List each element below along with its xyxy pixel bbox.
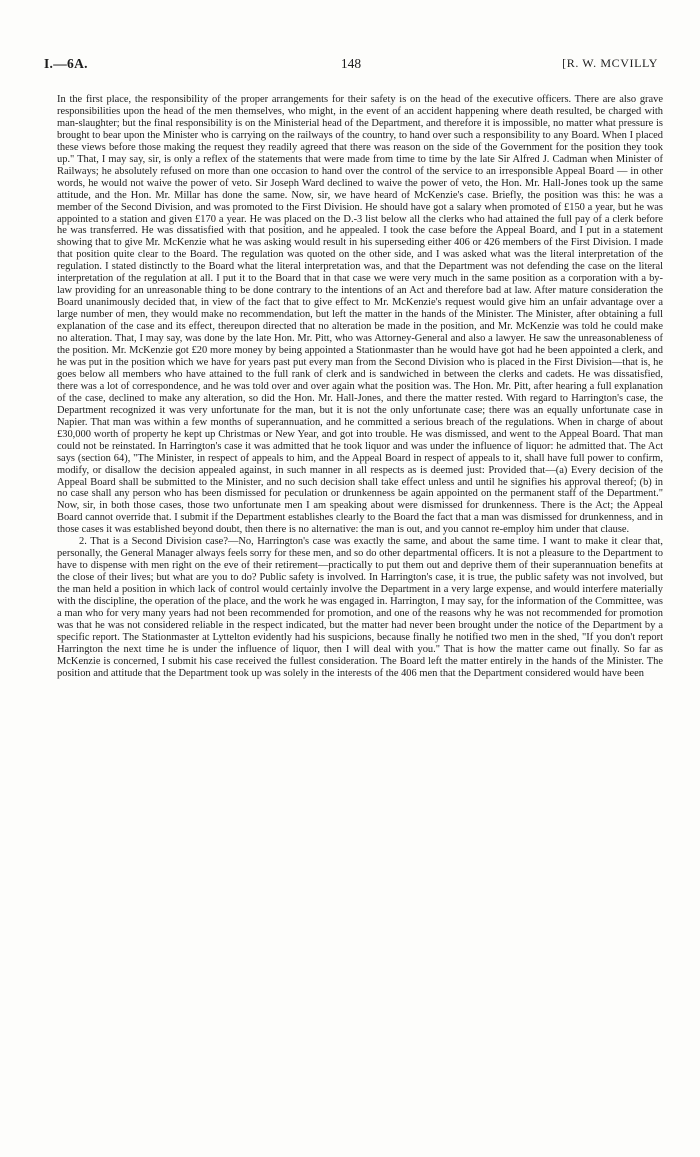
body-text — [57, 94, 663, 1144]
speaker-name: [R. W. MCVILLY — [562, 56, 658, 70]
document-reference: I.—6A. — [44, 56, 88, 71]
page-header — [44, 56, 658, 78]
paragraph-2: 2. That is a Second Division case?—No, Harrington's case was exactly the same, and about the same time. I want to make it clear that, personally, the General Manager always feels sorry for these men, and so do other departmental officers. It is not a pleasure to the Department to have to dispense with men right on the eve of their retirement—practically to put them out and deprive them of their superannuation benefits at the close of their lives; but what are you to do? Public safety is involved. In Harrington's case, it is true, the public safety was not involved, but the man held a position in which lack of control would certainly involve the Department in a very large expense, and would interfere materially with the discipline, the operation of the place, and the work he was engaged in. Harrington, I may say, for the information of the Committee, was a man who for very many years had not been recommended for promotion, and one of the reasons why he was not recommended for promotion was that he was not considered reliable in the respect indicated, but the matter had never been brought under the notice of the Department by a specific report. The Stationmaster at Lyttelton evidently had his suspicions, because finally he notified two men in the shed, "If you don't report Harrington the next time he is under the influence of liquor, then I will deal with you." That is how the matter came out finally. So far as McKenzie is concerned, I submit his case received the fullest consideration. The Board left the matter entirely in the hands of the Minister. The position and attitude that the Department took up was solely in the interests of the 406 men that the Department considered would have been — [57, 536, 663, 679]
page-number: 148 — [340, 56, 362, 71]
paragraph-1: In the first place, the responsibility of the proper arrangements for their safety is on the head of the executive officers. There are also grave responsibilities upon the head of the men themselves, who might, in the event of an accident happening where death resulted, be charged with man-slaughter; but the final responsibility is on the Ministerial head of the Department, and therefore it is impossible, no matter what pressure is brought to bear upon the Minister who is carrying on the railways of the country, to hand over such a responsibility to any Board. When I placed these views before those making the request they readily agreed that there was reason on the side of the Government for the position they took up." That, I may say, sir, is only a reflex of the statements that were made from time to time by the late Sir Alfred J. Cadman when Minister of Railways; he absolutely refused on more than one occasion to hand over the control of the service to an irresponsible Appeal Board — in other words, he would not waive the power of veto. Sir Joseph Ward declined to waive the power of veto, the Hon. Mr. Hall-Jones took up the same attitude, and the Hon. Mr. Millar has done the same. Now, sir, we have heard of McKenzie's case. Briefly, the position was this: he was a member of the Second Division, and was promoted to the First Division. He should have got a salary when promoted of £150 a year, but he was appointed to a station and given £170 a year. He was placed on the D.-3 list below all the clerks who had attained the full pay of a clerk before he was transferred. He was dissatisfied with that position, and he appealed. I took the case before the Appeal Board, and I put in a statement showing that to give Mr. McKenzie what he was asking would result in his superseding either 406 or 426 members of the First Division. I made that position quite clear to the Board. The regulation was quoted on the other side, and I was asked what was the literal interpretation of the regulation. I stated distinctly to the Board what the literal interpretation was, and that the Department was not defending the case on the literal interpretation of the regulation at all. I put it to the Board that in that case we were very much in the same position as a corporation with a by-law providing for an unreasonable thing to be done contrary to the intentions of an Act and therefore bad at law. After mature consideration the Board unanimously decided that, in view of the fact that to give effect to Mr. McKenzie's request would give him an unfair advantage over a large number of men, they would make no recommendation, but left the matter in the hands of the Minister. The Minister, after obtaining a full explanation of the case and its effect, thereupon directed that no alteration be made in the position, and Mr. McKenzie was told he could make no alteration. That, I may say, was done by the late Hon. Mr. Pitt, who was Attorney-General and also a lawyer. He saw the unreasonableness of the position. Mr. McKenzie got £20 more money by being appointed a Stationmaster than he would have got had he been appointed a clerk, and he was put in the position which we have for years past put every man from the Second Division who is placed in the First Division—that is, he goes below all members who have attained to the full rank of clerk and is sandwiched in between the clerks and cadets. He was dissatisfied, there was a lot of correspondence, and he was told over and over again what the position was. The Hon. Mr. Pitt, after hearing a full explanation of the case, declined to make any alteration, so did the Hon. Mr. Hall-Jones, and there the matter rested. With regard to Harrington's case, the Department recognized it was very unfortunate for the man, but it is not the only unfortunate case; there was an equally unfortunate case in Napier. That man was within a few months of superannuation, and he committed a serious breach of the regulations. When in charge of about £30,000 worth of property he kept up Christmas or New Year, and got into trouble. He was dismissed, and went to the Appeal Board. That man could not be reinstated. In Harrington's case it was admitted that he took liquor and was under the influence of liquor: he admitted that. The Act says (section 64), "The Minister, in respect of appeals to him, and the Appeal Board in respect of appeals to it, shall have full power to confirm, modify, or disallow the decision appealed against, in such manner in all respects as is deemed just: Provided that—(a) Every decision of the Appeal Board shall be submitted to the Minister, and no such decision shall take effect unless and until he signifies his approval thereof; (b) in no case shall any person who has been dismissed for peculation or drunkenness be again appointed on the permanent staff of the Department." Now, sir, in both those cases, those two unfortunate men I am speaking about were dismissed for drunkenness. There is the Act; the Appeal Board cannot override that. I submit if the Department establishes clearly to the Board the fact that a man was dismissed for drunkenness, and in those cases it was established beyond doubt, then there is no alternative: the man is out, and you cannot re-employ him under that clause. — [57, 94, 663, 536]
